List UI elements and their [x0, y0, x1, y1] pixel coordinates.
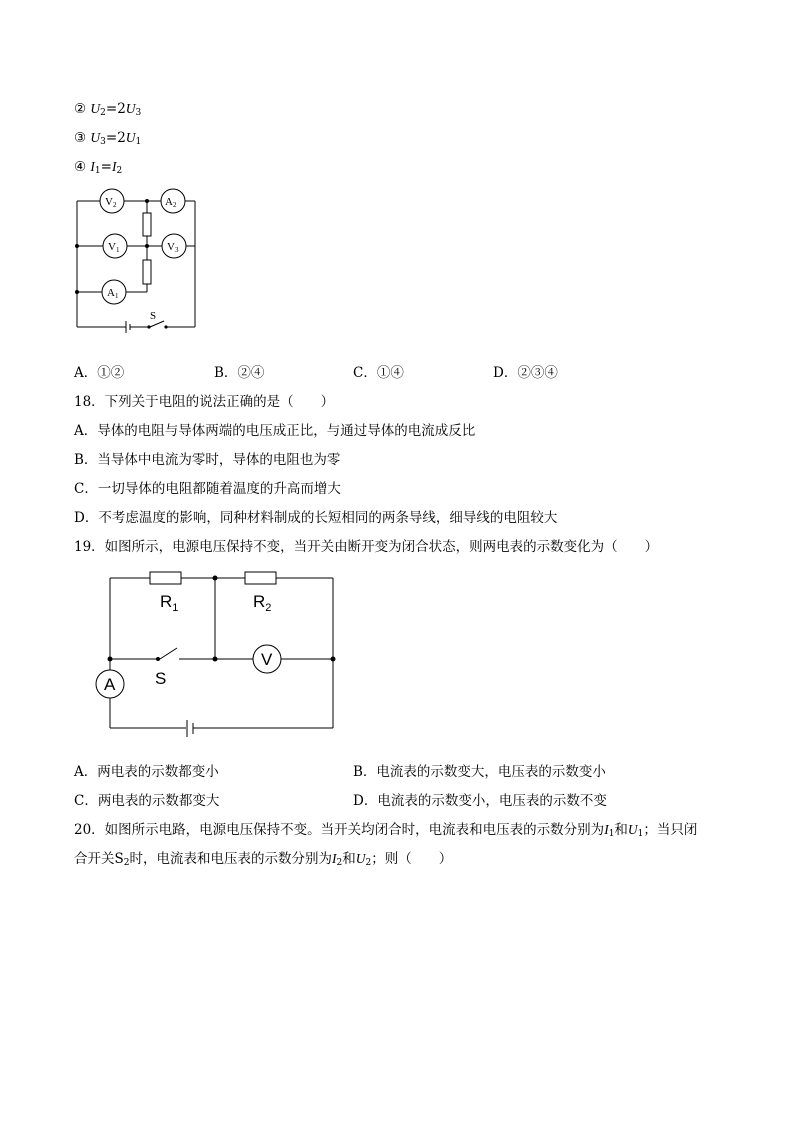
- q17-option-c: C．①④: [353, 365, 404, 381]
- q18-option-d: D．不考虑温度的影响，同种材料制成的长短相同的两条导线，细导线的电阻较大: [74, 510, 558, 526]
- q20-stem-line1: 20．如图所示电路，电源电压保持不变。当开关均闭合时，电流表和电压表的示数分别为$I_1$和$U_1$；当只闭: [74, 822, 698, 839]
- s-label: S: [155, 669, 167, 688]
- q19-option-a: A．两电表的示数都变小: [74, 764, 219, 780]
- q19-option-d: D．电流表的示数变小，电压表的示数不变: [353, 793, 607, 809]
- r1-label: $R_1$: [160, 592, 179, 614]
- q17-item-2: ② $U_2=2U_3$: [74, 101, 142, 118]
- q20-stem-line2: 合开关$S_2$时，电流表和电压表的示数分别为$I_2$和$U_2$；则（ ）: [74, 851, 453, 868]
- resistor-r2: [245, 572, 276, 584]
- v1-label: V1: [108, 241, 120, 254]
- q18-stem: 18．下列关于电阻的说法正确的是（ ）: [74, 394, 335, 410]
- q19-option-b: B．电流表的示数变大，电压表的示数变小: [353, 764, 606, 780]
- a1-label: A1: [107, 287, 119, 300]
- q18-option-b: B．当导体中电流为零时，导体的电阻也为零: [74, 452, 341, 468]
- q18-option-c: C．一切导体的电阻都随着温度的升高而增大: [74, 481, 341, 497]
- r2-label: $R_2$: [253, 592, 272, 614]
- v-label: V: [261, 650, 273, 669]
- a2-label: A2: [165, 196, 177, 209]
- q18-option-a: A．导体的电阻与导体两端的电压成正比，与通过导体的电流成反比: [74, 423, 476, 439]
- v3-label: V3: [167, 241, 179, 254]
- q17-option-d: D．②③④: [493, 365, 558, 381]
- v2-label: V2: [105, 196, 117, 209]
- q17-option-b: B．②④: [214, 365, 265, 381]
- q17-item-3: ③ $U_3=2U_1$: [74, 130, 142, 147]
- resistor-r1: [150, 572, 181, 584]
- q17-item-4: ④ $I_1=I_2$: [74, 159, 123, 176]
- q17-option-a: A．①②: [74, 365, 125, 381]
- q19-stem: 19．如图所示，电源电压保持不变，当开关由断开变为闭合状态，则两电表的示数变化为（ ）: [74, 539, 659, 555]
- switch-label: S: [150, 310, 157, 322]
- q19-option-c: C．两电表的示数都变大: [74, 793, 220, 809]
- a-label: A: [104, 675, 116, 694]
